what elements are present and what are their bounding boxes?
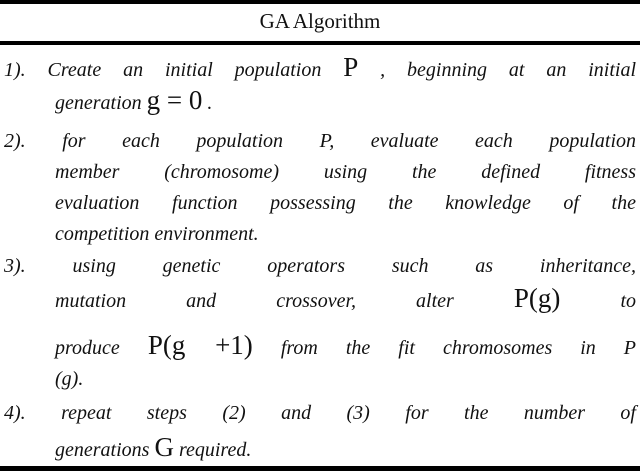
line-text: mutation and crossover, alter [55, 290, 514, 312]
algorithm-line [55, 330, 636, 360]
line-text: required. [178, 439, 252, 461]
math-expression: P(g +1) [147, 330, 253, 360]
algorithm-line [55, 283, 636, 313]
line-text: produce [55, 337, 148, 359]
algorithm-line [55, 192, 636, 222]
algorithm-line [55, 85, 212, 116]
line-text: generations [55, 439, 155, 461]
math-expression: P(g) [513, 283, 561, 313]
algorithm-line [4, 255, 636, 285]
math-expression: P [343, 52, 359, 82]
line-text: competition environment. [55, 223, 259, 245]
algorithm-line [55, 432, 251, 463]
algorithm-line [55, 161, 636, 191]
line-text: member (chromosome) using the defined fitness [55, 161, 636, 183]
line-text: 1). Create an initial population [4, 59, 344, 81]
line-text: generation [55, 92, 147, 114]
math-expression: g = 0 [146, 85, 203, 115]
bottom-rule [0, 466, 640, 471]
top-rule [0, 0, 640, 4]
algorithm-line [55, 223, 259, 246]
line-text: 4). repeat steps (2) and (3) for the number of [4, 402, 636, 424]
algorithm-line [55, 368, 83, 391]
math-expression: G [154, 432, 174, 462]
algorithm-line [4, 402, 636, 432]
line-text: 3). using genetic operators such as inheritance, [4, 255, 636, 277]
line-text: 2). for each population P, evaluate each population [4, 130, 636, 152]
table-title: GA Algorithm [259, 9, 381, 33]
line-text: to [620, 290, 636, 312]
line-text: (g). [55, 368, 84, 390]
line-text: from the fit chromosomes in P [280, 337, 637, 359]
line-text: . [207, 92, 213, 114]
line-text: evaluation function possessing the knowledge of the [55, 192, 636, 214]
algorithm-line [4, 52, 636, 82]
algorithm-line [4, 130, 636, 160]
line-text: , beginning at an initial [380, 59, 636, 81]
header-rule [0, 41, 640, 45]
